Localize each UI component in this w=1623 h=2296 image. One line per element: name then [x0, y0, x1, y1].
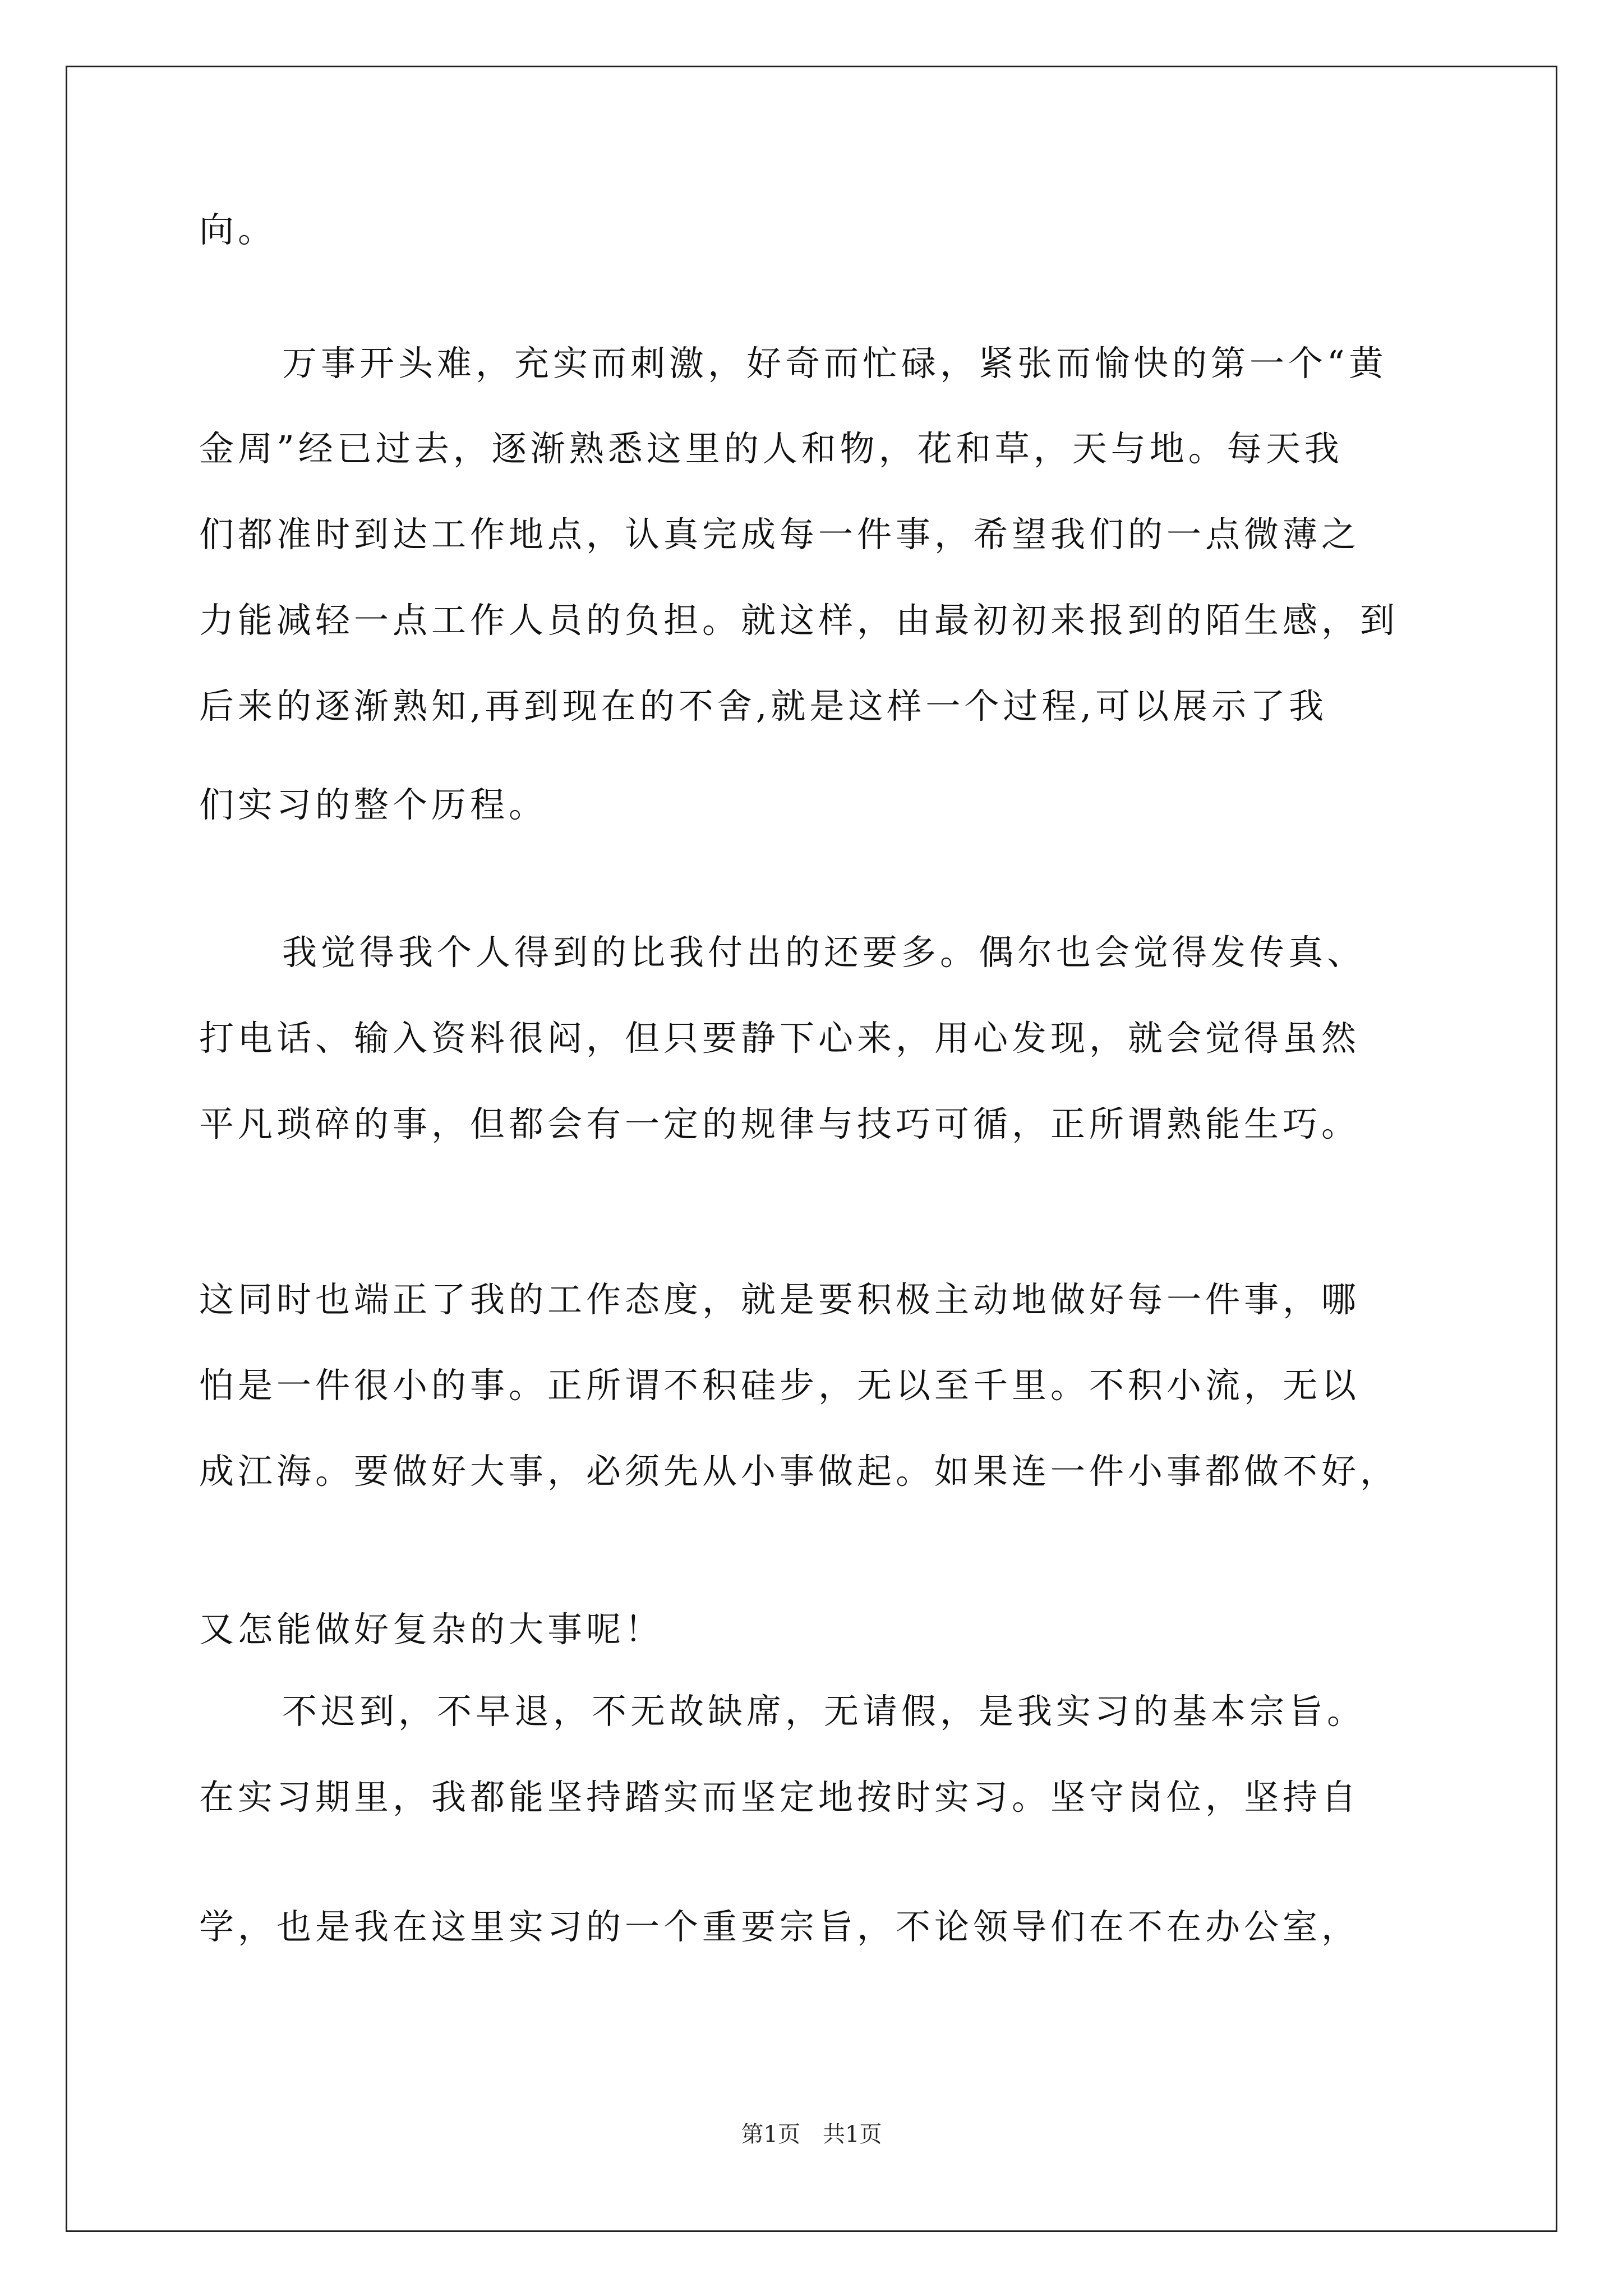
text-line: 怕是一件很小的事。正所谓不积硅步，无以至千里。不积小流，无以 [199, 1365, 1361, 1406]
text-line: 这同时也端正了我的工作态度，就是要积极主动地做好每一件事，哪 [199, 1279, 1361, 1320]
text-line: 后来的逐渐熟知,再到现在的不舍,就是这样一个过程,可以展示了我 [199, 685, 1328, 726]
page-number: 第1页 共1页 [741, 2122, 882, 2147]
paragraph-first-line: 万事开头难，充实而刺激，好奇而忙碌，紧张而愉快的第一个“黄 [282, 343, 1387, 384]
text-line: 在实习期里，我都能坚持踏实而坚定地按时实习。坚守岗位，坚持自 [199, 1777, 1361, 1818]
text-line: 又怎能做好复杂的大事呢！ [199, 1609, 664, 1650]
paragraph-first-line: 不迟到，不早退，不无故缺席，无请假，是我实习的基本宗旨。 [282, 1691, 1366, 1732]
paragraph-first-line: 我觉得我个人得到的比我付出的还要多。偶尔也会觉得发传真、 [282, 932, 1366, 973]
text-line: 成江海。要做好大事，必须先从小事做起。如果连一件小事都做不好， [199, 1451, 1399, 1492]
text-line: 力能减轻一点工作人员的负担。就这样，由最初初来报到的陌生感，到 [199, 600, 1399, 641]
text-line: 向。 [199, 209, 277, 250]
text-line: 平凡琐碎的事，但都会有一定的规律与技巧可循，正所谓熟能生巧。 [199, 1103, 1361, 1144]
text-line: 们实习的整个历程。 [199, 784, 548, 825]
text-line: 学，也是我在这里实习的一个重要宗旨，不论领导们在不在办公室， [199, 1906, 1361, 1947]
text-line: 们都准时到达工作地点，认真完成每一件事，希望我们的一点微薄之 [199, 514, 1361, 555]
text-line: 打电话、输入资料很闷，但只要静下心来，用心发现，就会觉得虽然 [199, 1018, 1361, 1059]
text-line: 金周”经已过去，逐渐熟悉这里的人和物，花和草，天与地。每天我 [199, 428, 1343, 469]
